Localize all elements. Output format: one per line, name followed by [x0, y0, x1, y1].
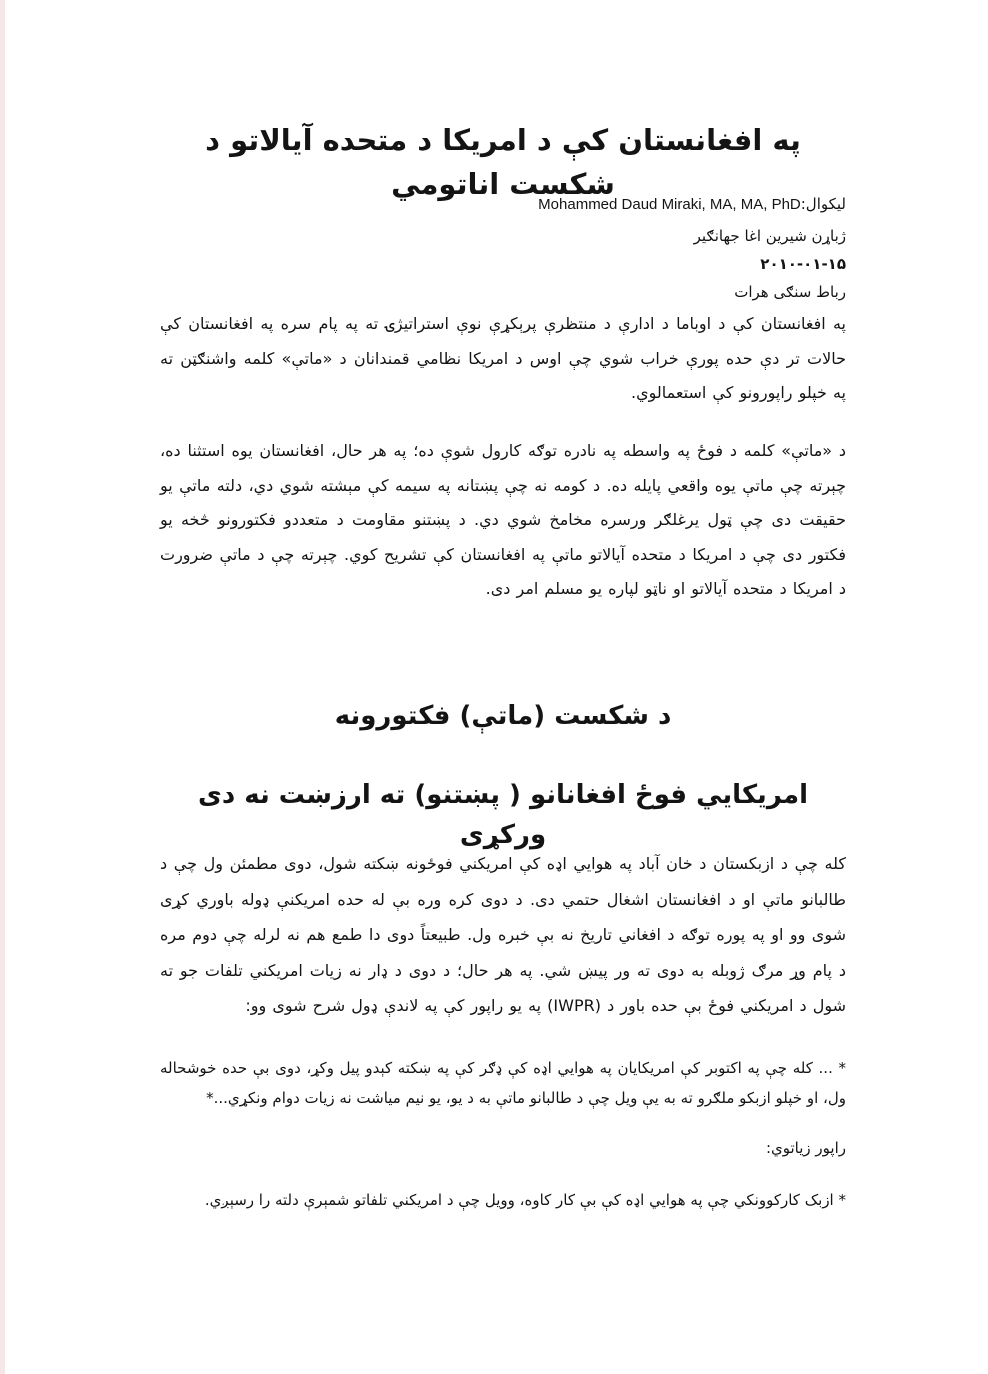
place-line: رباط سنګی هرات — [734, 283, 846, 301]
report-label: راپور زیاتوي: — [765, 1139, 846, 1157]
section-heading: د شکست (ماتې) فکتورونه — [334, 701, 672, 731]
document-page — [160, 0, 846, 1374]
author-line — [160, 193, 846, 216]
page-left-border — [0, 0, 5, 1374]
author-label: لیکوال: — [800, 195, 846, 213]
document-title: په افغانستان کې د امریکا د متحده آیالاتو د شکست اناتومي — [205, 123, 801, 201]
date-line: ۲۰۱۰-۰۱-۱۵ — [760, 255, 846, 273]
body-paragraph-2: د «ماتې» کلمه د فوځ په واسطه په نادره توګه کارول شوې ده؛ په هر حال، افغانستان یوه استثنا ده، چېرته چې ماتې یوه واقعي پایله ده. د کومه نه چې پښتانه په سیمه کې مېشته شوي دي، دلته ماتې یو حقیقت دی چې ټول یرغلګر ورسره مخامخ شوي دي. د پښتنو مقاومت د متعددو فکتورونو څخه یو فکتور دی چې د امریکا د متحده آیالاتو ماتې په افغانستان کې تشریح کوي. چېرته چې د ماتې ضرورت د امریکا د متحده آیالاتو او ناټو لپاره یو مسلم امر دی. — [160, 441, 846, 598]
subsection-heading: امریکایي فوځ افغانانو ( پښتنو) ته ارزښت نه دی ورکړی — [197, 780, 809, 850]
author-name: Mohammed Daud Miraki, MA, MA, PhD — [538, 196, 801, 213]
intro-paragraph: په افغانستان کې د اوباما د ادارې د منتظرې پرېکړې نوې استراتیژۍ ته په پام سره په افغانستان کې حالات تر دې حده پورې خراب شوي چې اوس د امریکا نظامي قمندانان د «ماتې» کلمه واشنګټن ته په خپلو راپورونو کې استعمالوي. — [160, 314, 846, 402]
body-paragraph-3: کله چې د ازبکستان د خان آباد په هوایي اډه کې امریکني فوځونه ښکته شول، دوی مطمئن ول چې د طالبانو ماتې او د افغانستان اشغال حتمي دی. د دوی کره وره بې له حده امریکنې ډوله باوري کړی شوی وو او په پوره توګه د افغاني تاریخ نه بې خبره ول. طبیعتاً دوی دا طمع هم نه لرله چې دوم مره د پام وړ مرګ ژوبله به دوی ته ور پیښ شي. په هر حال؛ د دوی د ډار نه زیات امریکني تلفات جو ته شول د امریکني فوځ بې حده باور د (IWPR) په یو راپور کې په لاندې ډول شرح شوی وو: — [160, 854, 846, 1015]
quote-1: * ... کله چې په اکتوبر کې امریکایان په هوایي اډه کې ډګر کې په ښکته کېدو پیل وکړ، دوی بې حده خوشحاله ول، او خپلو ازبکو ملګرو ته به یې ویل چې د طالبانو ماتې به د یو، یو نیم میاشت نه زیات دوام ونکړي...* — [160, 1059, 846, 1107]
quote-2: * ازبک کارکوونکي چې په هوایي اډه کې بې کار کاوه، وویل چې د امریکني تلفاتو شمېرې دلته را رسېږي. — [204, 1191, 846, 1209]
translator-line: ژباړن شیرین اغا جهانګیر — [693, 227, 846, 245]
